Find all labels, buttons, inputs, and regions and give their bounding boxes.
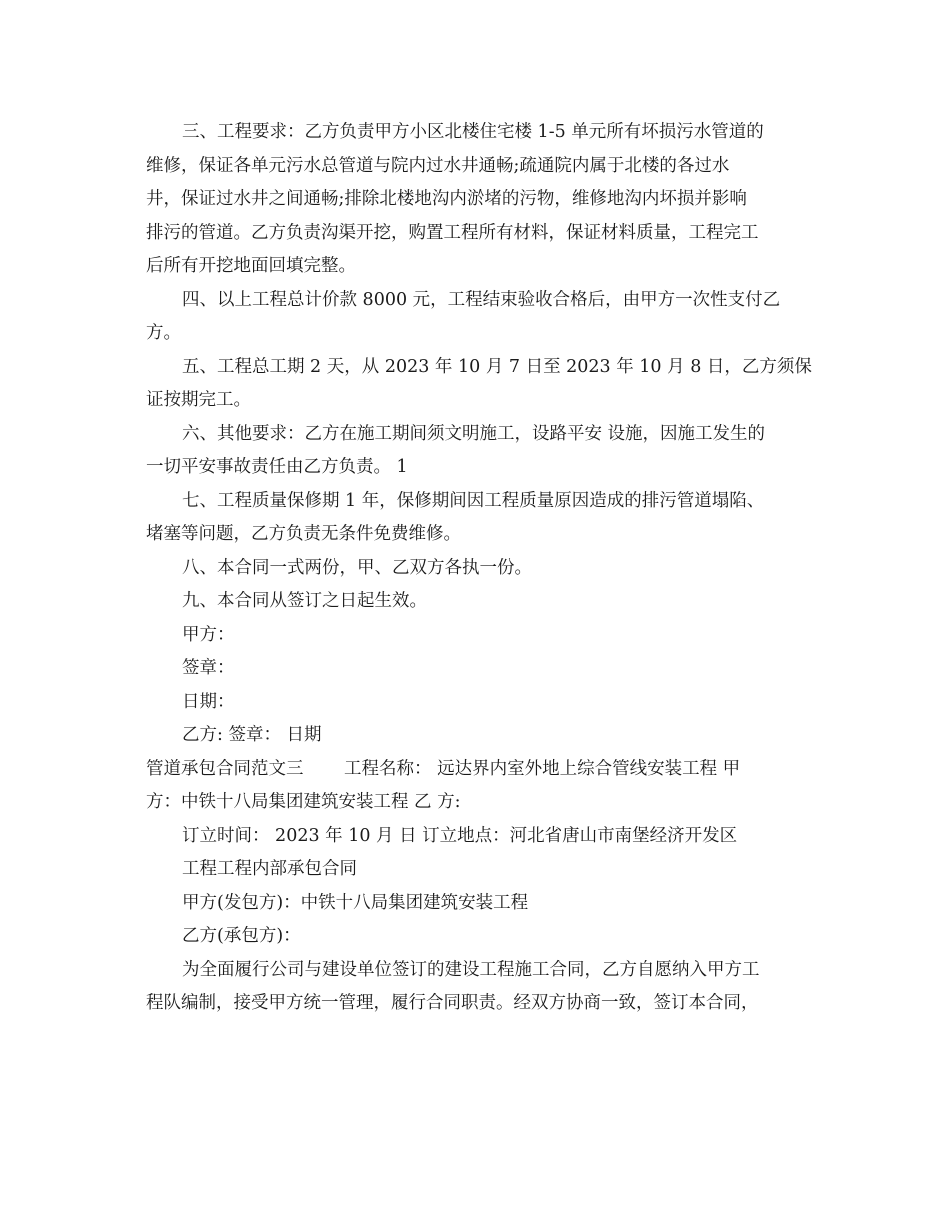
document-line: 方。: [146, 323, 181, 343]
document-line: 一切平安事故责任由乙方负责。 1: [146, 457, 408, 477]
document-line: 维修，保证各单元污水总管道与院内过水井通畅;疏通院内属于北楼的各过水: [146, 155, 730, 176]
document-line: 工程工程内部承包合同: [182, 859, 357, 879]
document-line: 后所有开挖地面回填完整。: [146, 256, 356, 276]
document-line: 七、工程质量保修期 1 年，保修期间因工程质量原因造成的排污管道塌陷、: [182, 490, 765, 511]
document-line: 井，保证过水井之间通畅;排除北楼地沟内淤堵的污物，维修地沟内坏损并影响: [146, 189, 747, 209]
document-line: 五、工程总工期 2 天，从 2023 年 10 月 7 日至 2023 年 10 月 8 日，乙方须保: [182, 356, 812, 377]
document-line: 乙方: 签章： 日期: [182, 725, 322, 745]
document-line: 三、工程要求：乙方负责甲方小区北楼住宅楼 1-5 单元所有坏损污水管道的: [182, 122, 764, 142]
document-line: 订立时间： 2023 年 10 月 日 订立地点：河北省唐山市南堡经济开发区: [182, 825, 738, 846]
document-line: 堵塞等问题，乙方负责无条件免费维修。: [146, 524, 461, 544]
document-line: 管道承包合同范文三 工程名称： 远达界内室外地上综合管线安装工程 甲: [146, 758, 741, 779]
document-line: 日期：: [182, 691, 235, 712]
document-line: 甲方：: [182, 624, 235, 645]
document-line: 为全面履行公司与建设单位签订的建设工程施工合同，乙方自愿纳入甲方工: [182, 959, 760, 980]
document-line: 排污的管道。乙方负责沟渠开挖，购置工程所有材料，保证材料质量，工程完工: [146, 222, 759, 243]
document-line: 九、本合同从签订之日起生效。: [182, 591, 427, 611]
document-line: 程队编制，接受甲方统一管理，履行合同职责。经双方协商一致，签订本合同，: [146, 993, 759, 1013]
document-line: 方：中铁十八局集团建筑安装工程 乙 方:: [146, 792, 461, 812]
document-line: 甲方(发包方)：中铁十八局集团建筑安装工程: [182, 892, 529, 913]
document-line: 证按期完工。: [146, 390, 251, 410]
document-line: 签章：: [182, 658, 235, 678]
document-line: 四、以上工程总计价款 8000 元，工程结束验收合格后，由甲方一次性支付乙: [182, 289, 781, 310]
document-line: 八、本合同一式两份，甲、乙双方各执一份。: [182, 557, 532, 578]
document-body: [146, 116, 816, 1021]
document-line: 乙方(承包方)：: [182, 926, 301, 946]
document-line: 六、其他要求：乙方在施工期间须文明施工，设路平安 设施，因施工发生的: [182, 423, 766, 444]
